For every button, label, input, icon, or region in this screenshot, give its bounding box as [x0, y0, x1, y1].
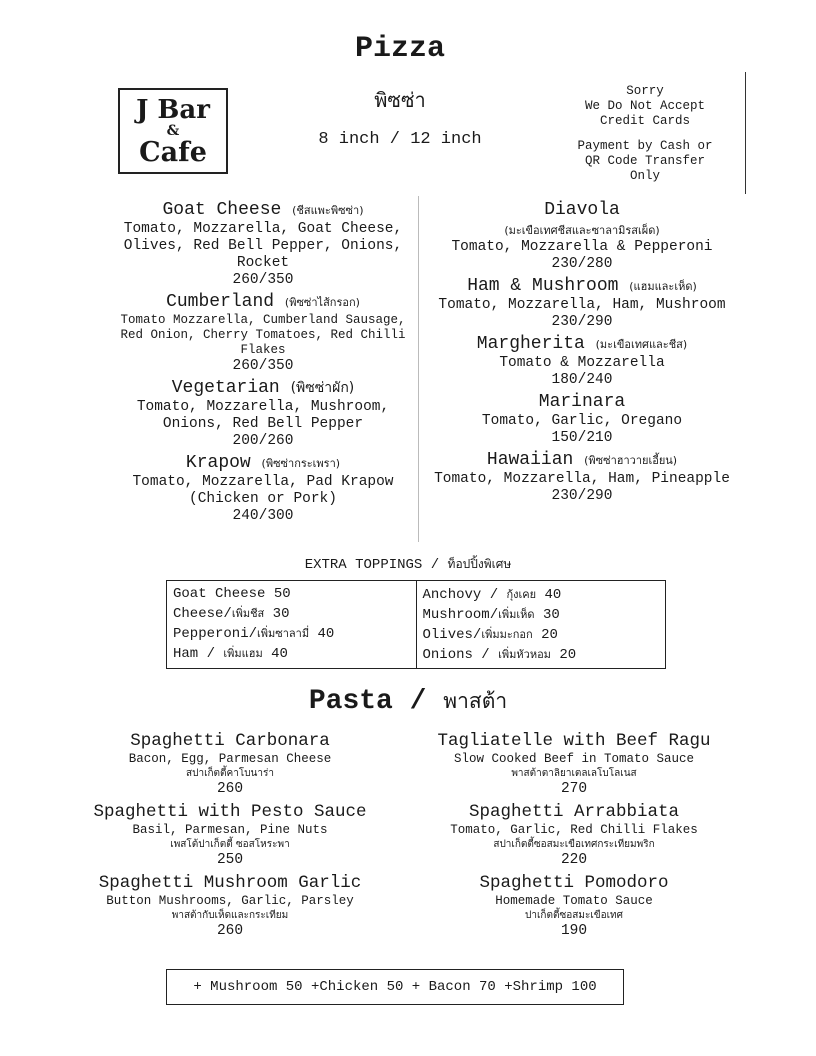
menu-item: [422, 200, 742, 273]
topping-name: Mushroom/: [422, 607, 499, 623]
item-price: 200/260: [232, 433, 294, 449]
menu-item: [424, 873, 724, 940]
item-name: Spaghetti Carbonara: [130, 731, 330, 751]
toppings-column-left: [167, 581, 416, 668]
menu-item: [80, 873, 380, 940]
notice-line-6: Only: [629, 169, 660, 183]
item-name: Spaghetti Mushroom Garlic: [98, 873, 362, 893]
topping-price: 40: [309, 626, 335, 642]
item-thai-name: (ชีสแพะพิซซ่า): [292, 204, 364, 217]
item-thai-name: สปาเก็ตตี้ซอสมะเขือเทศกระเทียมพริก: [493, 839, 655, 850]
item-price: 250: [216, 852, 244, 868]
menu-item: [422, 334, 742, 389]
topping-thai: เพิ่มแฮม: [223, 647, 263, 660]
topping-name: Goat Cheese 50: [173, 586, 291, 602]
item-name: Tagliatelle with Beef Ragu: [437, 731, 711, 751]
notice-line-3: Credit Cards: [599, 114, 690, 128]
item-description: Tomato, Mozzarella, Mushroom, Onions, Red Bell Pepper: [136, 399, 390, 432]
item-thai-name: (พิซซ่ากระเพรา): [261, 457, 341, 470]
topping-name: Ham /: [173, 646, 224, 662]
menu-item: [422, 276, 742, 331]
item-name: Marinara: [538, 392, 626, 412]
item-price: 180/240: [551, 372, 613, 388]
topping-thai: เพิ่มมะกอก: [481, 628, 533, 641]
topping-thai: เพิ่มหัวหอม: [498, 648, 551, 661]
item-name: Spaghetti Arrabbiata: [468, 802, 680, 822]
item-price: 190: [560, 923, 588, 939]
toppings-title-thai: ท็อปปิ้งพิเศษ: [447, 557, 512, 571]
item-price: 230/290: [551, 488, 613, 504]
menu-item: [80, 731, 380, 798]
pasta-list-left: [80, 731, 380, 944]
item-description: Tomato, Mozzarella & Pepperoni: [451, 239, 713, 255]
notice-line-4: Payment by Cash or: [577, 139, 713, 153]
topping-price: 30: [264, 606, 290, 622]
item-description: Tomato, Mozzarella, Ham, Pineapple: [434, 471, 730, 487]
extra-toppings-title: [0, 555, 816, 574]
menu-item: [80, 802, 380, 869]
pasta-title: [0, 682, 816, 718]
item-description: Tomato Mozzarella, Cumberland Sausage, Red Onion, Cherry Tomatoes, Red Chilli Flakes: [120, 313, 406, 357]
menu-item: [424, 731, 724, 798]
item-thai-name: (พิซซ่าผัก): [290, 380, 355, 396]
item-description: Slow Cooked Beef in Tomato Sauce: [453, 752, 695, 766]
item-name: Margherita: [476, 334, 585, 354]
item-description: Tomato, Mozzarella, Ham, Mushroom: [438, 297, 726, 313]
item-thai-name: สปาเก็ตตี้คาโบนาร่า: [186, 768, 274, 779]
pizza-column-divider: [418, 196, 419, 542]
pizza-list-right: [422, 200, 742, 508]
item-description: Button Mushrooms, Garlic, Parsley: [106, 894, 354, 908]
menu-item: [422, 450, 742, 505]
item-price: 230/290: [551, 314, 613, 330]
item-thai-name: (มะเขือเทศชีสและซาลามิรสเผ็ด): [504, 224, 660, 237]
item-name: Vegetarian: [171, 378, 280, 398]
topping-row: [423, 645, 660, 665]
pasta-list-right: [424, 731, 724, 944]
item-description: Tomato, Mozzarella, Goat Cheese, Olives, Red Bell Pepper, Onions, Rocket: [123, 221, 403, 271]
item-description: Tomato, Mozzarella, Pad Krapow (Chicken or Pork): [132, 474, 394, 507]
item-thai-name: (แฮมและเห็ด): [629, 280, 697, 293]
topping-thai: เพิ่มชีส: [231, 607, 265, 620]
thai-title: พิซซ่า: [374, 88, 426, 112]
item-thai-name: ปาเก็ตตี้ซอสมะเขือเทศ: [525, 910, 623, 921]
topping-row: [173, 585, 410, 604]
topping-name: Anchovy /: [422, 587, 507, 603]
item-description: Tomato & Mozzarella: [499, 355, 665, 371]
item-price: 220: [560, 852, 588, 868]
topping-price: 20: [532, 627, 558, 643]
topping-name: Cheese/: [173, 606, 232, 622]
pizza-list-left: [110, 200, 416, 528]
item-name: Spaghetti with Pesto Sauce: [93, 802, 367, 822]
pasta-title-thai: พาสต้า: [443, 689, 508, 713]
extra-toppings-table: [166, 580, 666, 669]
item-thai-name: (พิซซ่าฮาวายเอี้ยน): [584, 454, 678, 467]
logo-line-3: Cafe: [139, 136, 207, 168]
item-name: Goat Cheese: [162, 200, 282, 220]
notice-line-1: Sorry: [626, 84, 664, 98]
item-thai-name: พาสต้ากับเห็ดและกระเทียม: [171, 910, 289, 921]
topping-price: 40: [262, 646, 288, 662]
toppings-column-right: [416, 581, 666, 668]
topping-name: Pepperoni/: [173, 626, 258, 642]
item-price: 260/350: [232, 358, 294, 374]
item-name: Hawaiian: [486, 450, 574, 470]
notice-line-5: QR Code Transfer: [584, 154, 706, 168]
item-description: Homemade Tomato Sauce: [495, 894, 653, 908]
topping-row: [423, 625, 660, 645]
topping-price: 30: [534, 607, 560, 623]
toppings-title-en: EXTRA TOPPINGS /: [304, 557, 448, 573]
item-price: 240/300: [232, 508, 294, 524]
pizza-size-line: 8 inch / 12 inch: [318, 130, 482, 149]
item-name: Ham & Mushroom: [467, 276, 619, 296]
item-name: Diavola: [544, 200, 620, 220]
logo: [118, 88, 228, 174]
topping-name: Olives/: [422, 627, 482, 643]
item-price: 260: [216, 781, 244, 797]
topping-price: 20: [550, 647, 577, 663]
menu-item: [110, 378, 416, 450]
item-thai-name: เพสโต้ปาเก็ตตี้ ซอสโหระพา: [170, 839, 290, 850]
item-thai-name: (พิซซ่าไส้กรอก): [284, 296, 360, 309]
topping-thai: กุ้งเคย: [506, 588, 537, 601]
pasta-addons-box: + Mushroom 50 +Chicken 50 + Bacon 70 +Shrimp 100: [166, 969, 624, 1005]
topping-row: [423, 605, 660, 625]
item-description: Tomato, Garlic, Oregano: [481, 413, 683, 429]
pasta-title-en: Pasta /: [308, 686, 444, 717]
item-description: Tomato, Garlic, Red Chilli Flakes: [450, 823, 698, 837]
notice-divider: [745, 72, 746, 194]
topping-name: Onions /: [422, 647, 499, 663]
topping-row: [173, 604, 410, 624]
item-thai-name: พาสต้าตาลิยาเตลเลโบโลเนส: [511, 768, 637, 779]
logo-line-1: J Bar: [136, 94, 210, 125]
item-price: 260: [216, 923, 244, 939]
item-description: Bacon, Egg, Parmesan Cheese: [128, 752, 332, 766]
logo-line-2: &: [166, 122, 180, 139]
item-price: 150/210: [551, 430, 613, 446]
menu-item: [110, 453, 416, 525]
menu-item: [110, 292, 416, 375]
item-name: Cumberland: [166, 292, 275, 312]
item-description: Basil, Parmesan, Pine Nuts: [132, 823, 328, 837]
topping-row: [173, 624, 410, 644]
item-name: Spaghetti Pomodoro: [479, 873, 669, 893]
topping-thai: เพิ่มซาลามี่: [257, 627, 310, 640]
topping-thai: เพิ่มเห็ด: [498, 608, 535, 621]
menu-item: [424, 802, 724, 869]
menu-item: [110, 200, 416, 289]
topping-price: 40: [536, 587, 562, 603]
menu-item: [422, 392, 742, 447]
item-price: 270: [560, 781, 588, 797]
item-thai-name: (มะเขือเทศและชีส): [595, 338, 688, 351]
notice-line-2: We Do Not Accept: [584, 99, 706, 113]
item-name: Krapow: [185, 453, 251, 473]
payment-notice: [570, 84, 720, 184]
item-price: 260/350: [232, 272, 294, 288]
topping-row: [173, 644, 410, 664]
item-price: 230/280: [551, 256, 613, 272]
topping-row: [423, 585, 660, 605]
page-title: Pizza: [354, 32, 445, 66]
